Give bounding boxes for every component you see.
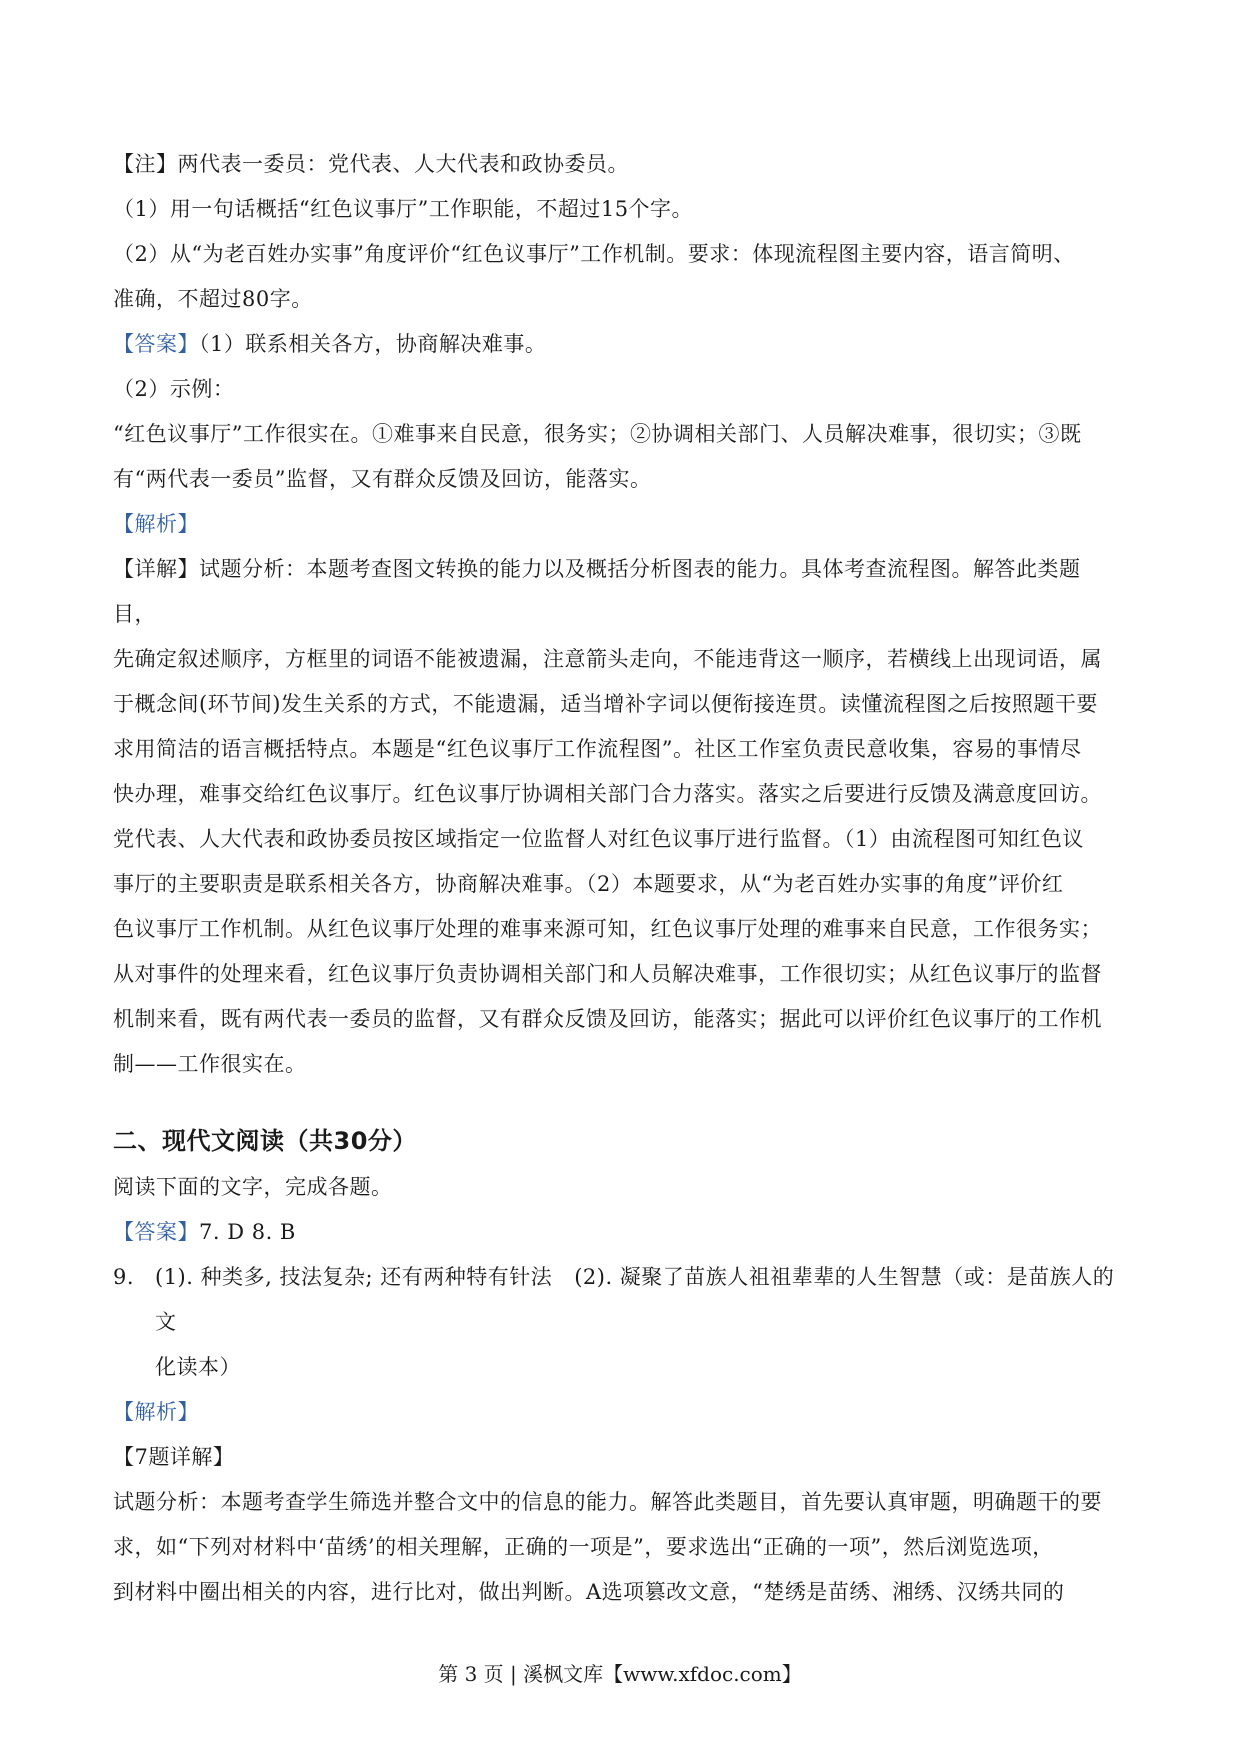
detail-line: 快办理，难事交给红色议事厅。红色议事厅协调相关部门合力落实。落实之后要进行反馈及满意度回访。 (113, 782, 1102, 806)
answers-7-8: 7. D 8. B (199, 1220, 296, 1244)
q7-line: 到材料中圈出相关的内容，进行比对，做出判断。A选项篡改文意，“楚绣是苗绣、湘绣、汉绣共同的 (113, 1580, 1065, 1604)
answer-2-line-1: “红色议事厅”工作很实在。①难事来自民意，很务实；②协调相关部门、人员解决难事，很切实；③既 (113, 422, 1082, 446)
answer-text: （1）联系相关各方，协商解决难事。 (199, 332, 547, 356)
q7-line: 试题分析：本题考查学生筛选并整合文中的信息的能力。解答此类题目，首先要认真审题，明确题干的要 (113, 1490, 1102, 1514)
detail-line: 事厅的主要职责是联系相关各方，协商解决难事。（2）本题要求，从“为老百姓办实事的角度”评价红 (113, 872, 1064, 896)
detail-line: 机制来看，既有两代表一委员的监督，又有群众反馈及回访，能落实；据此可以评价红色议事厅的工作机 (113, 1007, 1102, 1031)
answer-label: 【答案】 (113, 332, 199, 356)
page-footer: 第 3 页 | 溪枫文库【www.xfdoc.com】 (438, 1662, 802, 1686)
question-2-line-2: 准确，不超过80字。 (113, 287, 313, 311)
q7-line: 求，如“下列对材料中‘苗绣’的相关理解，正确的一项是”，要求选出“正确的一项”，然后浏览选项， (113, 1535, 1054, 1559)
detail-line: 制——工作很实在。 (113, 1052, 307, 1076)
q9-part-2-cont: 化读本） (155, 1355, 241, 1379)
section-title: 二、现代文阅读（共30分） (113, 1127, 417, 1155)
note: 【注】两代表一委员：党代表、人大代表和政协委员。 (113, 152, 629, 176)
answer-2-intro: （2）示例： (113, 377, 235, 401)
question-2-line-1: （2）从“为老百姓办实事”角度评价“红色议事厅”工作机制。要求：体现流程图主要内容，语言简明、 (113, 242, 1075, 266)
document-body (113, 142, 1123, 1615)
detail-line: 从对事件的处理来看，红色议事厅负责协调相关部门和人员解决难事，工作很切实；从红色议事厅的监督 (113, 962, 1102, 986)
answer-2-line-2: 有“两代表一委员”监督，又有群众反馈及回访，能落实。 (113, 467, 652, 491)
detail-line: 【详解】试题分析：本题考查图文转换的能力以及概括分析图表的能力。具体考查流程图。解答此类题目， (113, 557, 1081, 626)
reading-instruction: 阅读下面的文字，完成各题。 (113, 1175, 393, 1199)
detail-line: 先确定叙述顺序，方框里的词语不能被遗漏，注意箭头走向，不能违背这一顺序，若横线上出现词语，属 (113, 647, 1102, 671)
question-1: （1）用一句话概括“红色议事厅”工作职能，不超过15个字。 (113, 197, 694, 221)
question-9-answer (113, 1255, 1123, 1390)
q9-part-1: (1). 种类多, 技法复杂; 还有两种特有针法 (155, 1265, 553, 1289)
analysis-label: 【解析】 (113, 1400, 199, 1424)
analysis-label: 【解析】 (113, 512, 199, 536)
detail-line: 求用简洁的语言概括特点。本题是“红色议事厅工作流程图”。社区工作室负责民意收集，容易的事情尽 (113, 737, 1082, 761)
q7-detail-label: 【7题详解】 (113, 1445, 235, 1469)
answer-label: 【答案】 (113, 1220, 199, 1244)
detail-line: 色议事厅工作机制。从红色议事厅处理的难事来源可知，红色议事厅处理的难事来自民意，工作很务实； (113, 917, 1102, 941)
question-9-number: 9. (113, 1265, 135, 1289)
detail-line: 于概念间(环节间)发生关系的方式，不能遗漏，适当增补字词以便衔接连贯。读懂流程图之后按照题干要 (113, 692, 1098, 716)
q9-part-2: (2). 凝聚了苗族人祖祖辈辈的人生智慧（或：是苗族人的文 (155, 1265, 1115, 1334)
answer-block-2 (113, 1210, 1123, 1255)
detail-paragraph (113, 547, 1123, 1087)
detail-line: 党代表、人大代表和政协委员按区域指定一位监督人对红色议事厅进行监督。（1）由流程图可知红色议 (113, 827, 1084, 851)
answer-block-1 (113, 322, 1123, 367)
